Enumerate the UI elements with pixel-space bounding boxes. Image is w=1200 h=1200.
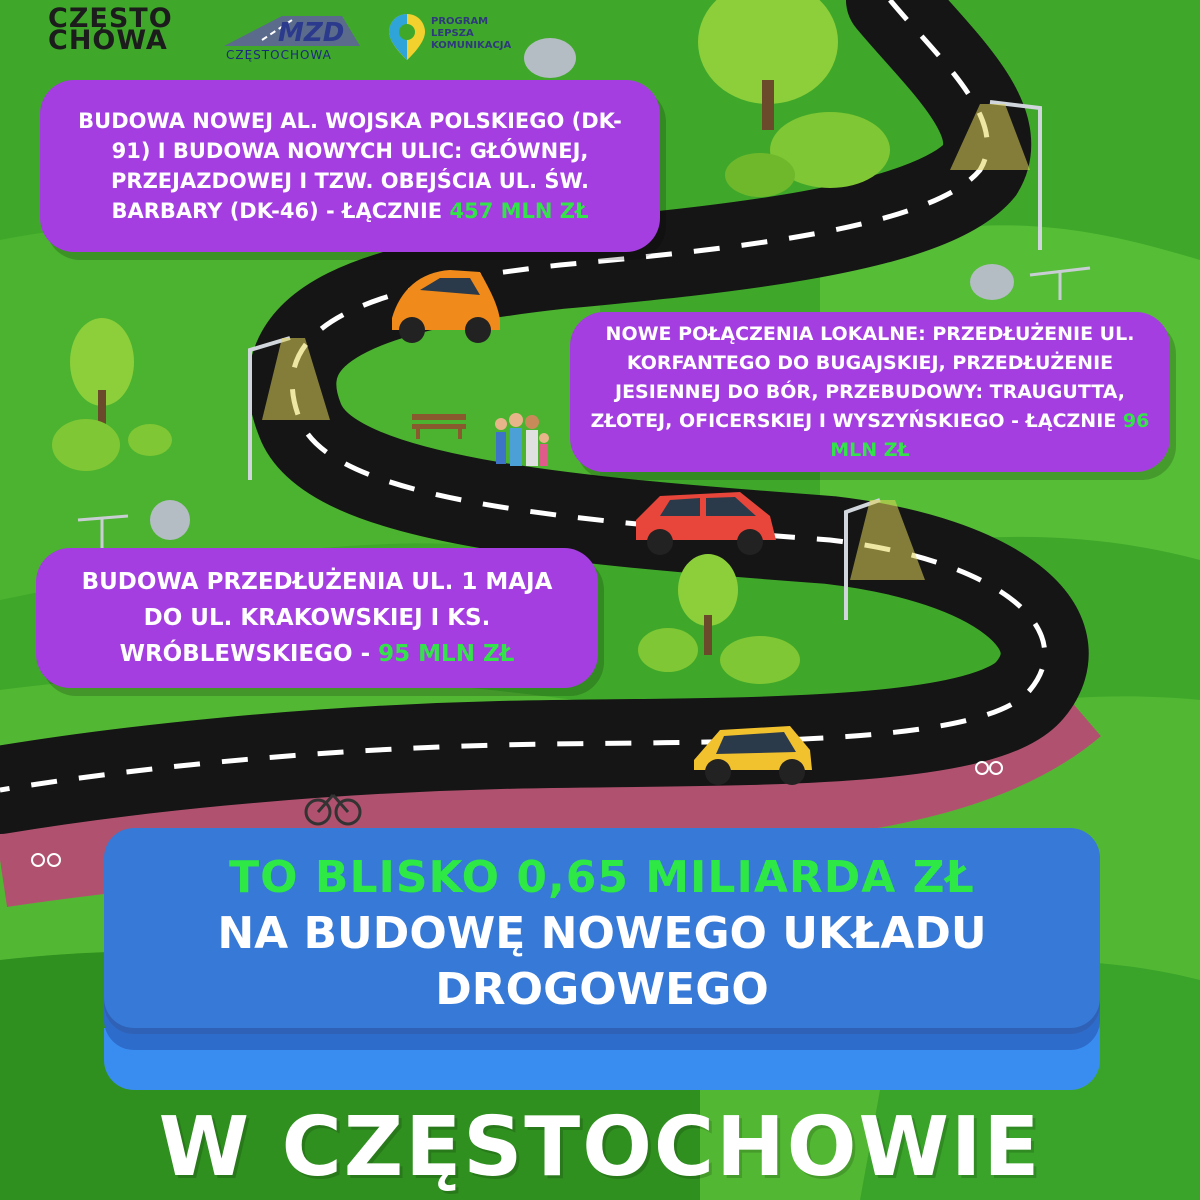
- summary-banner: [104, 828, 1100, 1028]
- program-logo-line1: PROGRAM: [431, 16, 489, 27]
- mzd-logo-title: MZD: [278, 18, 345, 48]
- info-bubble-amount: 96 MLN ZŁ: [830, 409, 1150, 461]
- mzd-logo-subtitle: CZĘSTOCHOWA: [226, 48, 332, 62]
- program-lepsza-komunikacja-logo: [385, 10, 545, 64]
- program-logo-line2: LEPSZA: [431, 28, 474, 39]
- info-bubble-text: [70, 106, 630, 226]
- info-bubble-text: [66, 564, 568, 672]
- info-bubble-description: BUDOWA NOWEJ AL. WOJSKA POLSKIEGO (DK-91) I BUDOWA NOWYCH ULIC: GŁÓWNEJ, PRZEJAZDOWEJ I TZW. OBEJŚCIA UL. ŚW. BARBARY (DK-46) - ŁĄCZNIE: [78, 109, 622, 223]
- info-bubble-amount: 457 MLN ZŁ: [449, 199, 589, 223]
- banner-description-line: NA BUDOWĘ NOWEGO UKŁADU DROGOWEGO: [217, 908, 987, 1015]
- mzd-logo: [222, 10, 362, 70]
- banner-amount-line: TO BLISKO 0,65 MILIARDA ZŁ: [229, 852, 975, 903]
- info-bubble-amount: 95 MLN ZŁ: [378, 641, 515, 667]
- info-bubble-text: [590, 320, 1150, 465]
- info-bubble-description: NOWE POŁĄCZENIA LOKALNE: PRZEDŁUŻENIE UL. KORFANTEGO DO BUGAJSKIEJ, PRZEDŁUŻENIE JESIENNEJ DO BÓR, PRZEBUDOWY: TRAUGUTTA, ZŁOTEJ, OFICERSKIEJ I WYSZYŃSKIEGO - ŁĄCZNIE: [590, 322, 1135, 432]
- info-bubble-local-connections: [570, 312, 1170, 472]
- czestochowa-logo-line2: CHOWA: [48, 25, 168, 56]
- czestochowa-logo: [48, 3, 198, 56]
- info-bubble-description: BUDOWA PRZEDŁUŻENIA UL. 1 MAJA DO UL. KRAKOWSKIEJ I KS. WRÓBLEWSKIEGO -: [81, 569, 553, 667]
- info-bubble-aleja-wojska-polskiego: [40, 80, 660, 252]
- program-logo-line3: KOMUNIKACJA: [431, 40, 512, 51]
- czestochowa-logo-line1: CZĘSTO: [48, 3, 173, 34]
- location-pin-icon: [385, 10, 429, 64]
- footer-city-title: W CZĘSTOCHOWIE: [158, 1100, 1042, 1195]
- info-bubble-1-maja-extension: [36, 548, 598, 688]
